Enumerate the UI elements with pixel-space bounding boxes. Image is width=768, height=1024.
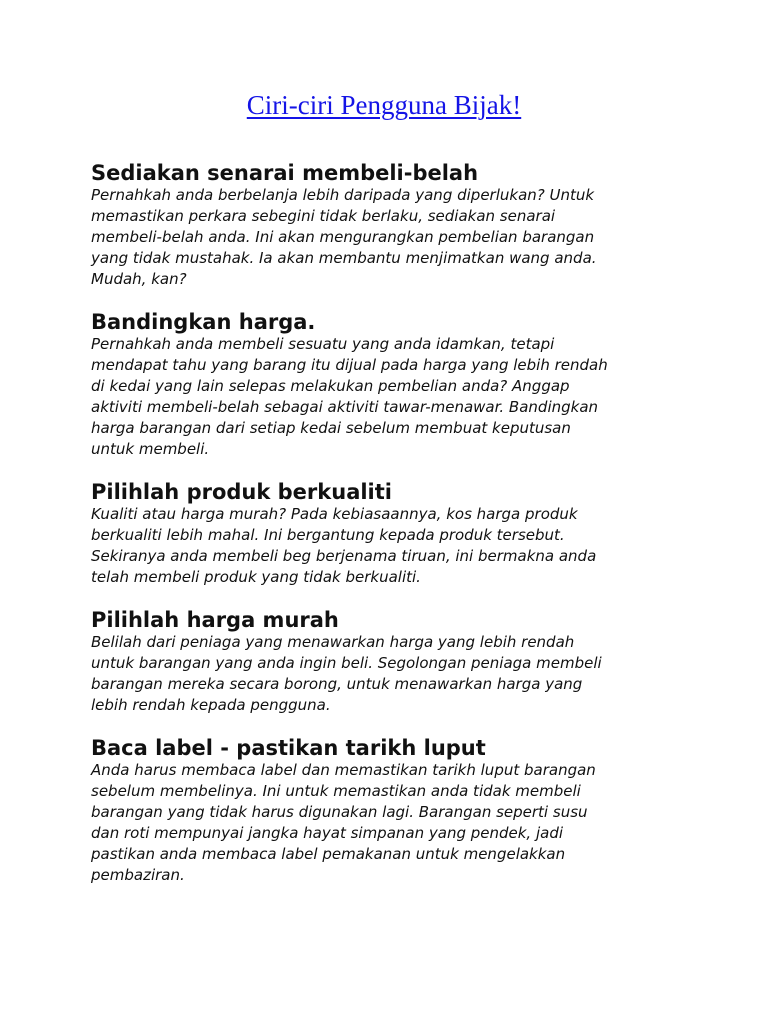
body-line: pastikan anda membaca label pemakanan untuk mengelakkan	[91, 845, 566, 863]
body-line: Sekiranya anda membeli beg berjenama tiruan, ini bermakna anda	[91, 547, 597, 565]
body-line: lebih rendah kepada pengguna.	[91, 696, 331, 714]
section-read-label	[91, 736, 748, 886]
section-cheap-prices	[91, 608, 748, 716]
section-body	[91, 504, 748, 588]
body-line: memastikan perkara sebegini tidak berlaku, sediakan senarai	[91, 207, 556, 225]
body-line: aktiviti membeli-belah sebagai aktiviti tawar-menawar. Bandingkan	[91, 398, 599, 416]
body-line: di kedai yang lain selepas melakukan pembelian anda? Anggap	[91, 377, 570, 395]
body-line: untuk barangan yang anda ingin beli. Segolongan peniaga membeli	[91, 654, 602, 672]
section-heading: Bandingkan harga.	[91, 310, 316, 334]
body-line: membeli-belah anda. Ini akan mengurangkan pembelian barangan	[91, 228, 595, 246]
body-line: berkualiti lebih mahal. Ini bergantung kepada produk tersebut.	[91, 526, 565, 544]
section-quality-products	[91, 480, 748, 588]
body-line: untuk membeli.	[91, 440, 210, 458]
section-shopping-list	[91, 161, 748, 290]
body-line: mendapat tahu yang barang itu dijual pada harga yang lebih rendah	[91, 356, 608, 374]
body-line: barangan mereka secara borong, untuk menawarkan harga yang	[91, 675, 583, 693]
body-line: telah membeli produk yang tidak berkualiti.	[91, 568, 421, 586]
page-title-link[interactable]: Ciri-ciri Pengguna Bijak!	[246, 90, 522, 120]
section-body	[91, 185, 748, 290]
section-heading: Sediakan senarai membeli-belah	[91, 161, 479, 185]
section-heading: Pilihlah harga murah	[91, 608, 339, 632]
section-compare-prices	[91, 310, 748, 460]
body-line: Belilah dari peniaga yang menawarkan harga yang lebih rendah	[91, 633, 575, 651]
body-line: pembaziran.	[91, 866, 185, 884]
body-line: Kualiti atau harga murah? Pada kebiasaannya, kos harga produk	[91, 505, 578, 523]
body-line: yang tidak mustahak. Ia akan membantu menjimatkan wang anda.	[91, 249, 597, 267]
body-line: harga barangan dari setiap kedai sebelum membuat keputusan	[91, 419, 571, 437]
body-line: Mudah, kan?	[91, 270, 187, 288]
section-body	[91, 334, 748, 460]
body-line: barangan yang tidak harus digunakan lagi. Barangan seperti susu	[91, 803, 588, 821]
body-line: sebelum membelinya. Ini untuk memastikan anda tidak membeli	[91, 782, 581, 800]
body-line: Pernahkah anda berbelanja lebih daripada yang diperlukan? Untuk	[91, 186, 595, 204]
body-line: Pernahkah anda membeli sesuatu yang anda idamkan, tetapi	[91, 335, 555, 353]
sections-list	[91, 161, 748, 886]
section-body	[91, 632, 748, 716]
section-heading: Baca label - pastikan tarikh luput	[91, 736, 486, 760]
body-line: Anda harus membaca label dan memastikan tarikh luput barangan	[91, 761, 596, 779]
section-heading: Pilihlah produk berkualiti	[91, 480, 392, 504]
section-body	[91, 760, 748, 886]
title-container	[0, 90, 768, 120]
body-line: dan roti mempunyai jangka hayat simpanan yang pendek, jadi	[91, 824, 564, 842]
